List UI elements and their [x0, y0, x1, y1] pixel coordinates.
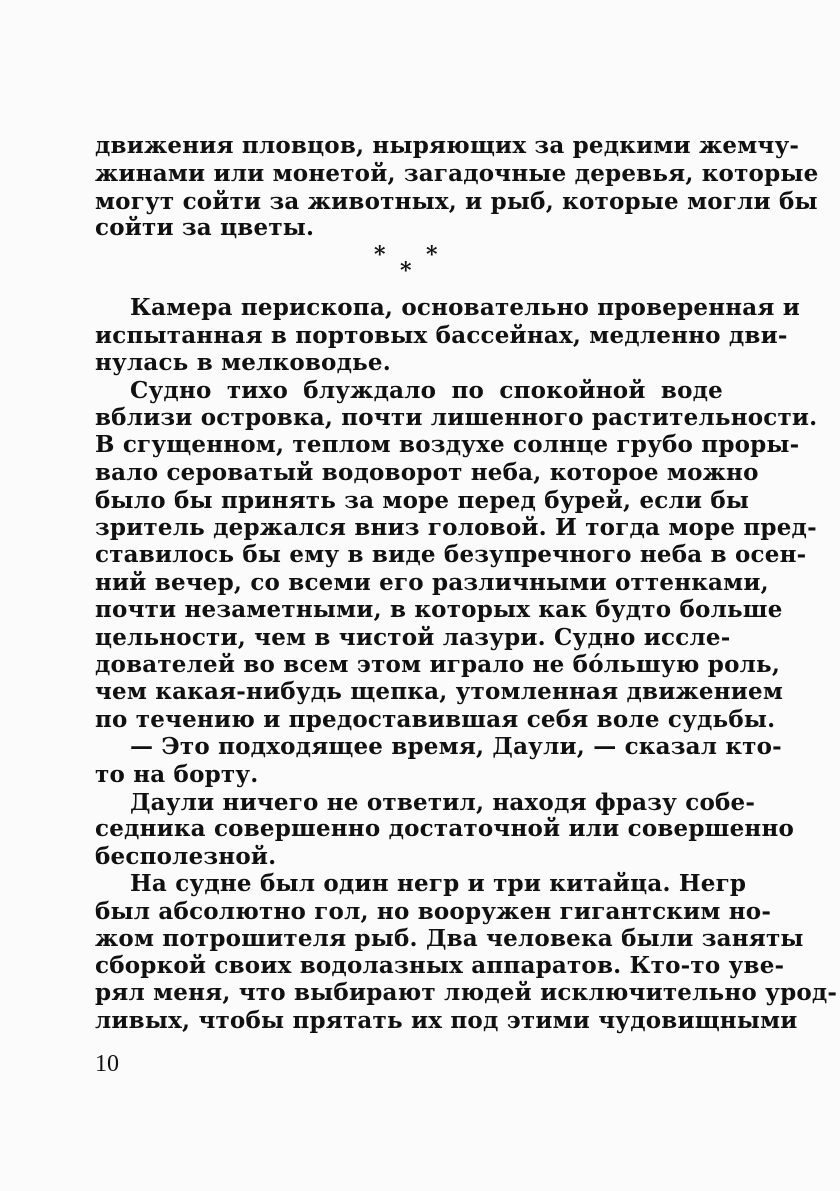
text-line: сойти за цветы. [95, 214, 315, 242]
text-line: рял меня, что выбирают людей исключительно урод- [95, 979, 838, 1007]
text-line: нулась в мелководье. [95, 348, 391, 376]
text-line: могут сойти за животных, и рыб, которые могли бы [95, 187, 818, 215]
text-line: вблизи островка, почти лишенного растительности. [95, 404, 818, 432]
text-line: Даули ничего не ответил, находя фразу собе- [130, 788, 756, 816]
text-line: чем какая-нибудь щепка, утомленная движением [95, 678, 784, 706]
separator-star: * [400, 257, 412, 284]
text-line: седника совершенно достаточной или совершенно [95, 815, 795, 843]
text-line: почти незаметными, в которых как будто больше [95, 595, 783, 623]
text-line: жом потрошителя рыб. Два человека были заняты [95, 924, 804, 952]
text-line: бесполезной. [95, 843, 277, 871]
text-line: — Это подходящее время, Даули, — сказал кто- [130, 733, 782, 760]
separator-star: * [426, 241, 438, 268]
text-line: Камера перископа, основательно проверенная и [130, 294, 801, 322]
text-line: В сгущенном, теплом воздухе солнце грубо проры- [95, 431, 800, 459]
text-line: ливых, чтобы прятать их под этими чудовищными [95, 1007, 798, 1034]
text-line: движения пловцов, ныряющих за редкими жемчу- [95, 132, 800, 159]
text-line: цельности, чем в чистой лазури. Судно иссле- [95, 623, 731, 651]
text-line: вало сероватый водоворот неба, которое можно [95, 458, 759, 486]
text-line: было бы принять за море перед бурей, если бы [95, 486, 750, 514]
text-line: сборкой своих водолазных аппаратов. Кто-то уве- [95, 952, 785, 980]
text-line: то на борту. [95, 760, 259, 788]
text-line: был абсолютно гол, но вооружен гигантским но- [95, 897, 772, 925]
text-line: ставилось бы ему в виде безупречного неба в осен- [95, 541, 807, 569]
text-line: зритель держался вниз головой. И тогда море пред- [95, 513, 817, 541]
separator-star: * [374, 241, 386, 268]
text-line: ний вечер, со всеми его различными оттенками, [95, 569, 769, 597]
text-line: испытанная в портовых бассейнах, медленно дви- [95, 321, 788, 349]
page-number: 10 [95, 1051, 119, 1077]
text-line: На судне был один негр и три китайца. Негр [130, 870, 747, 897]
text-line: по течению и предоставившая себя воле судьбы. [95, 706, 776, 734]
text-line: жинами или монетой, загадочные деревья, которые [95, 159, 819, 187]
section-separator [360, 238, 460, 288]
text-line: Судно тихо блуждало по спокойной воде [130, 376, 723, 404]
text-line: дователей во всем этом играло не бóльшую роль, [95, 651, 781, 679]
